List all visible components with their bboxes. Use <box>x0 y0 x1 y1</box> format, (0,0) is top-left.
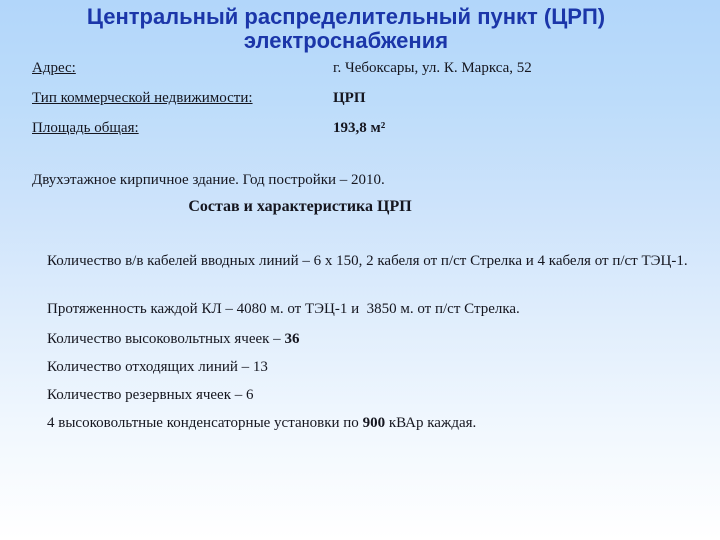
slide-title-line-2: электроснабжения <box>243 28 449 53</box>
detail-bold-value: 900 <box>362 415 386 431</box>
detail-text: Количество высоковольтных ячеек – <box>47 331 285 347</box>
address-label: Адрес: <box>32 60 76 76</box>
detail-text: Количество в/в кабелей вводных линий – 6 х 150, 2 кабеля от п/ст Стрелка и 4 кабеля от п/ст ТЭЦ-1. <box>47 253 688 269</box>
detail-text-suffix: кВАр каждая. <box>385 415 477 431</box>
property-row-area <box>32 120 690 140</box>
property-row-address <box>32 60 690 80</box>
detail-text: Количество отходящих линий – 13 <box>47 359 268 375</box>
slide-title <box>0 5 692 53</box>
detail-text: 4 высоковольтные конденсаторные установки по <box>47 415 363 431</box>
address-value: г. Чебоксары, ул. К. Маркса, 52 <box>333 60 532 76</box>
detail-text: Количество резервных ячеек – 6 <box>47 387 254 403</box>
property-type-value: ЦРП <box>333 90 366 106</box>
area-value: 193,8 м² <box>333 120 386 136</box>
property-row-type <box>32 90 690 110</box>
slide-title-line-1: Центральный распределительный пункт (ЦРП) <box>86 4 606 29</box>
detail-line-capacitors <box>32 390 692 456</box>
detail-text: Протяженность каждой КЛ – 4080 м. от ТЭЦ-1 и 3850 м. от п/ст Стрелка. <box>47 301 520 317</box>
property-type-label: Тип коммерческой недвижимости: <box>32 90 253 106</box>
detail-bold-value: 36 <box>284 331 300 347</box>
section-heading: Состав и характеристика ЦРП <box>188 198 412 215</box>
area-label: Площадь общая: <box>32 120 139 136</box>
building-info-text: Двухэтажное кирпичное здание. Год постройки – 2010. <box>32 172 385 188</box>
